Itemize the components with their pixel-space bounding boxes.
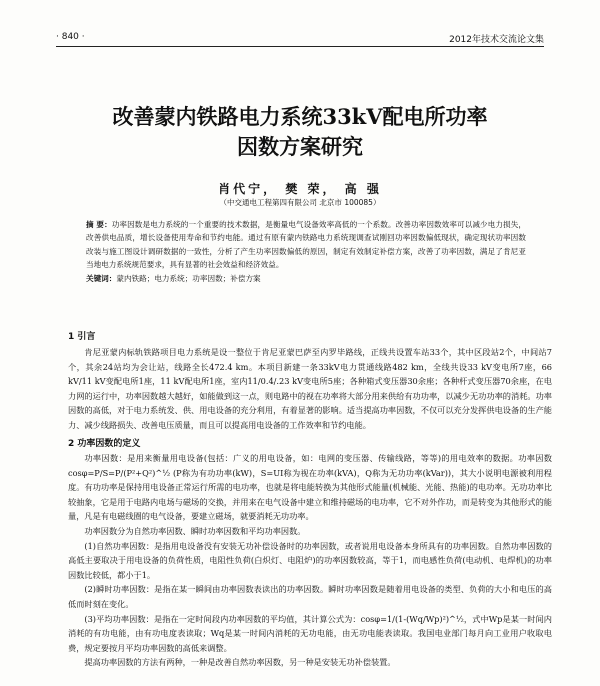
authors: 肖代宁， 樊 荣， 高 强 <box>218 182 382 196</box>
section-2-paragraph-6: 提高功率因数的方法有两种，一种是改善自然功率因数，另一种是安装无功补偿装置。 <box>84 657 396 668</box>
section-2-heading: 2 功率因数的定义 <box>68 439 141 449</box>
section-1-body <box>68 345 552 433</box>
keywords: 蒙内铁路；电力系统；功率因数；补偿方案 <box>116 273 261 283</box>
affiliation: （中交通电工程第四有限公司 北京市 100085） <box>219 198 381 207</box>
title-line-1: 改善蒙内铁路电力系统33kV配电所功率 <box>112 104 488 129</box>
section-1-heading: 1 引言 <box>68 332 96 342</box>
section-2-paragraph-3: (1)自然功率因数：是指用电设备没有安装无功补偿设备时的功率因数，或者说用电设备本身所具有的功率因数。自然功率因数的高低主要取决于用电设备的负荷性质，电阻性负荷(白炽灯、电阻炉)的功率因数较高，等于1，而电感性负荷(电动机、电焊机)的功率因数比较低，都小于1。 <box>68 540 552 580</box>
journal-name: 2012年技术交流论文集 <box>449 35 544 45</box>
keywords-label: 关键词： <box>86 273 117 283</box>
running-header <box>56 30 544 47</box>
abstract-text: 功率因数是电力系统的一个重要的技术数据，是衡量电气设备效率高低的一个系数。改善功率因数效率可以减少电力损失，改善供电品质，增长设备使用寿命和节约电能。通过有原有蒙内铁路电力系统现调查试刚回功率因数偏低现状，确定现状功率因数改装与施工图设计调研数据的一致性，分析了产生功率因数偏低的原因，制定有效制定补偿方案，改善了功率因数，满足了肯尼亚当地电力系统规范要求，具有显著的社会效益和经济效益。 <box>86 220 526 270</box>
section-2-paragraph-4: (2)瞬时功率因数：是指在某一瞬间由功率因数表读出的功率因数。瞬时功率因数是随着用电设备的类型、负荷的大小和电压的高低而时刻在变化。 <box>68 584 552 609</box>
abstract <box>86 218 526 285</box>
section-2-paragraph-5: (3)平均功率因数：是指在一定时间段内功率因数的平均值，其计算公式为：cosφ=1/(1-(Wq/Wp)²)^½，式中Wp是某一时间内消耗的有功电能，由有功电度表读取；Wq是某一时间内消耗的无功电能，由无功电能表读取。我国电业部门每月向工业用户收取电费，规定要按月平均功率因数的高低来调整。 <box>68 613 552 653</box>
paper-title <box>60 102 540 162</box>
page-number: · 840 · <box>56 32 85 42</box>
abstract-label: 摘 要： <box>86 220 112 229</box>
section-2-paragraph-2: 功率因数分为自然功率因数、瞬时功率因数和平均功率因数。 <box>84 525 306 536</box>
title-line-2: 因数方案研究 <box>237 134 363 159</box>
section-2-paragraph-1: 功率因数：是用来衡量用电设备(包括：广义的用电设备，如：电网的变压器、传输线路，等等)的用电效率的数据。功率因数cosφ=P/S=P/(P²+Q²)^½ (P称为有功功率(kW)，S=UI称为视在功率(kVA)，Q称为无功功率(kVar))，其大小说明电源被利用程度。有功功率是保持用电设备正常运行所需的电功率，也就是将电能转换为其他形式能量(机械能、光能、热能)的电功率。无功功率比较抽象，它是用于电路内电场与磁场的交换，并用来在电气设备中建立和维持磁场的电功率，它不对外作功，而是转变为其他形式的能量，凡是有电磁线圈的电气设备，要建立磁场，就要消耗无功功率。 <box>68 453 552 522</box>
section-2-body <box>68 451 552 670</box>
section-1-paragraph: 肯尼亚蒙内标轨铁路项目电力系统是设一整位于肯尼亚蒙巴萨至内罗毕路线，正线共设置车站33个，其中区段站2个，中间站7个，其余24站均为会让站，线路全长472.4 km。本项目新建一条33kV电力贯通线路482 km，全线共设33 kV变电所7座，66 kV/11 kV变配电所1座，11 kV配电所1座，室内11/0.4/.23 kV变电所5座；各种箱式变压器30余座；各种杆式变压器70余座，在电力网的运行中，功率因数越大越好，如能做到这一点，则电路中的视在功率将大部分用来供给有功功率，以减少无功功率的消耗。功率因数的高低，对于电力系统发、供、用电设备的充分利用，有着显著的影响。适当提高功率因数，不仅可以充分发挥供电设备的生产能力、减少线路损失、改善电压质量，而且可以提高用电设备的工作效率和节约电能。 <box>68 347 552 430</box>
